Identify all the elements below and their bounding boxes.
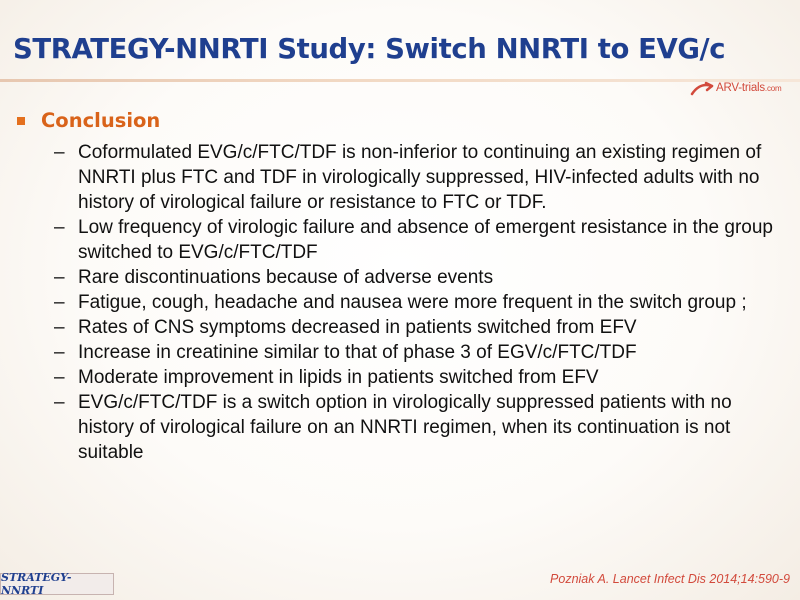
citation: Pozniak A. Lancet Infect Dis 2014;14:590-9 bbox=[550, 572, 790, 586]
title-divider bbox=[0, 79, 800, 82]
list-item bbox=[54, 290, 789, 315]
footer-tag-text: STRATEGY-NNRTI bbox=[1, 571, 72, 597]
list-item bbox=[54, 340, 789, 365]
list-item-text: Coformulated EVG/c/FTC/TDF is non-inferior to continuing an existing regimen of NNRTI plus FTC and TDF in virologically suppressed, HIV-infected adults with no history of virological failure or resistance to FTC or TDF. bbox=[78, 142, 762, 213]
arrow-logo-icon bbox=[690, 80, 714, 100]
list-item bbox=[54, 365, 789, 390]
dash-bullet-icon: – bbox=[54, 267, 65, 288]
list-item-text: EVG/c/FTC/TDF is a switch option in virologically suppressed patients with no history of virological failure on an NNRTI regimen, when its continuation is not suitable bbox=[78, 392, 732, 463]
dash-bullet-icon: – bbox=[54, 217, 65, 238]
logo-domain: .com bbox=[764, 84, 782, 93]
dash-bullet-icon: – bbox=[54, 292, 65, 313]
study-footer-tag bbox=[0, 573, 114, 595]
list-item-text: Fatigue, cough, headache and nausea were more frequent in the switch group ; bbox=[78, 292, 747, 313]
list-item-text: Increase in creatinine similar to that of phase 3 of EGV/c/FTC/TDF bbox=[78, 342, 637, 363]
conclusion-list bbox=[54, 140, 789, 465]
dash-bullet-icon: – bbox=[54, 342, 65, 363]
list-item-text: Rare discontinuations because of adverse events bbox=[78, 267, 494, 288]
dash-bullet-icon: – bbox=[54, 142, 65, 163]
list-item-text: Moderate improvement in lipids in patients switched from EFV bbox=[78, 367, 599, 388]
square-bullet-icon bbox=[17, 117, 25, 125]
logo-text bbox=[716, 82, 781, 94]
dash-bullet-icon: – bbox=[54, 317, 65, 338]
list-item-text: Low frequency of virologic failure and absence of emergent resistance in the group switched to EVG/c/FTC/TDF bbox=[78, 217, 773, 263]
arv-trials-logo bbox=[690, 80, 794, 100]
list-item bbox=[54, 390, 789, 465]
list-item bbox=[54, 265, 789, 290]
slide-title: STRATEGY-NNRTI Study: Switch NNRTI to EVG/c bbox=[13, 33, 726, 65]
list-item bbox=[54, 215, 789, 265]
list-item bbox=[54, 140, 789, 215]
list-item-text: Rates of CNS symptoms decreased in patients switched from EFV bbox=[78, 317, 637, 338]
dash-bullet-icon: – bbox=[54, 367, 65, 388]
list-item bbox=[54, 315, 789, 340]
logo-name: ARV-trials bbox=[716, 82, 765, 94]
dash-bullet-icon: – bbox=[54, 392, 65, 413]
conclusion-heading bbox=[16, 109, 160, 132]
heading-text: Conclusion bbox=[41, 109, 161, 132]
